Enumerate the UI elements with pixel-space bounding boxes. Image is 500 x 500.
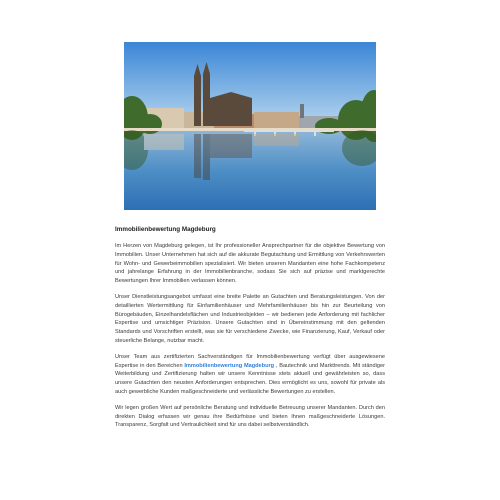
- article-title: Immobilienbewertung Magdeburg: [115, 226, 216, 233]
- article: [115, 226, 385, 438]
- hero-image: [124, 42, 376, 210]
- paragraph-services: Unser Dienstleistungsangebot umfasst eine breite Palette an Gutachten und Beratungsleistungen. Von der detaillierten Wertermittlung für Einfamilienhäuser und Mehrfamilienhäuser bis hin zur Beurteilung von Bürogebäuden, Einzelhandelsflächen und Industrieobjekten – wir bedienen jede Anforderung mit fachlicher Expertise und umsichtiger Präzision. Unsere Gutachten sind in Übereinstimmung mit den geltenden Standards und Vorschriften erstellt, was sie für verschiedene Zwecke, wie Finanzierung, Kauf, Verkauf oder steuerliche Belange, nutzbar macht.: [115, 294, 385, 344]
- paragraph-team-text-before: Unser Team aus zertifizierten Sachverständigen für Immobilienbewertung verfügt über ausgewiesene Expertise in den Bereichen: [115, 353, 385, 369]
- paragraph-team-text-after: , Bautechnik und Markttrends. Mit ständiger Weiterbildung und Zertifizierung halten wir unsere Kenntnisse stets aktuell und gewährleisten so, dass unsere Gutachten den neusten Anforderungen entsprechen. Dies ermöglicht es uns, sowohl für private als auch gewerbliche Kunden maßgeschneiderte und verlässliche Bewertungen zu erstellen.: [115, 362, 385, 395]
- paragraph-team: [115, 353, 385, 397]
- paragraph-intro: Im Herzen von Magdeburg gelegen, ist Ihr professioneller Ansprechpartner für die objektive Bewertung von Immobilien. Unser Unternehmen hat sich auf die akkurate Begutachtung und Ermittlung von Verkehrswerten für Wohn- und Gewerbeimmobilien spezialisiert. Wir bieten unseren Mandanten eine hohe Fachkompetenz und jahrelange Erfahrung in der Immobilienbranche, sodass Sie sich auf präzise und marktgerechte Bewertungen Ihrer Immobilien verlassen können.: [115, 243, 385, 284]
- immobilienbewertung-link[interactable]: Immobilienbewertung Magdeburg: [184, 362, 275, 369]
- paragraph-consulting: Wir legen großen Wert auf persönliche Beratung und individuelle Betreuung unserer Mandanten. Durch den direkten Dialog erfassen wir genau ihre Bedürfnisse und bieten Ihnen maßgeschneiderte Lösungen. Transparenz, Sorgfalt und Vertraulichkeit sind für uns dabei selbstverständlich.: [115, 404, 385, 429]
